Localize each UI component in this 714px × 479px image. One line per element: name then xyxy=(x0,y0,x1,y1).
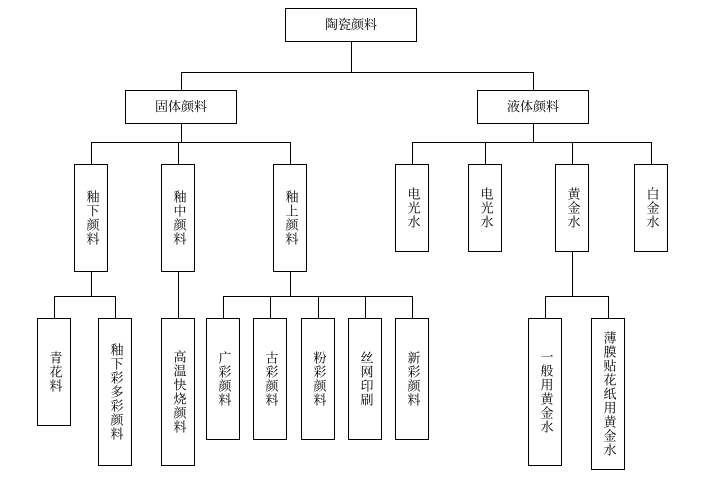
connector-solid-stem xyxy=(181,124,182,142)
node-guangcai-pigment[interactable] xyxy=(206,318,240,440)
node-fencai-pigment-label: 粉彩颜料 xyxy=(310,351,326,407)
node-root[interactable] xyxy=(285,8,417,42)
node-electric-light-water-1[interactable] xyxy=(395,164,429,252)
connector-liquid-to-dgs1 xyxy=(412,142,413,164)
connector-solid-to-inglaze xyxy=(178,142,179,164)
node-electric-light-water-1-label: 电光水 xyxy=(404,187,420,229)
connector-solid-to-underglaze xyxy=(91,142,92,164)
connector-root-stem xyxy=(351,42,352,72)
connector-onglaze-to-fencai xyxy=(318,296,319,318)
connector-solid-to-onglaze xyxy=(290,142,291,164)
node-silkscreen-printing[interactable] xyxy=(348,318,382,440)
node-underglaze-pigment-label: 釉下颜料 xyxy=(83,190,99,246)
connector-liquid-bus xyxy=(412,142,651,143)
node-electric-light-water-2[interactable] xyxy=(468,164,502,252)
node-fencai-pigment[interactable] xyxy=(301,318,335,440)
node-electric-light-water-2-label: 电光水 xyxy=(477,187,493,229)
node-inglaze-pigment[interactable] xyxy=(161,164,195,272)
node-onglaze-pigment-label: 釉上颜料 xyxy=(282,190,298,246)
node-platinum-water-label: 白金水 xyxy=(643,187,659,229)
node-qinghua-material[interactable] xyxy=(37,318,71,426)
connector-liquid-to-platinum xyxy=(651,142,652,164)
connector-liquid-to-dgs2 xyxy=(485,142,486,164)
node-underglaze-pigment[interactable] xyxy=(74,164,108,272)
node-general-gold-water[interactable] xyxy=(528,318,562,466)
node-gold-water-label: 黄金水 xyxy=(564,187,580,229)
connector-liquid-stem xyxy=(533,124,534,142)
connector-onglaze-to-gucai xyxy=(270,296,271,318)
connector-gold-bus xyxy=(545,296,608,297)
connector-onglaze-to-xincai xyxy=(412,296,413,318)
node-silkscreen-printing-label: 丝网印刷 xyxy=(357,351,373,407)
node-liquid-pigment-label: 液体颜料 xyxy=(506,99,559,115)
connector-onglaze-to-silkscreen xyxy=(365,296,366,318)
connector-root-to-liquid xyxy=(533,72,534,90)
node-film-decal-gold-water-label: 薄膜贴花纸用黄金水 xyxy=(600,331,616,457)
node-general-gold-water-label: 一般用黄金水 xyxy=(537,350,553,434)
connector-underglaze-stem xyxy=(91,272,92,296)
node-inglaze-pigment-label: 釉中颜料 xyxy=(170,190,186,246)
node-liquid-pigment[interactable] xyxy=(477,90,589,124)
connector-underglaze-to-multicolor xyxy=(115,296,116,318)
node-gold-water[interactable] xyxy=(555,164,589,252)
node-gucai-pigment[interactable] xyxy=(253,318,287,440)
node-underglaze-multicolor-pigment-label: 釉下彩多彩颜料 xyxy=(107,343,123,441)
node-xincai-pigment[interactable] xyxy=(395,318,429,440)
connector-solid-bus xyxy=(91,142,291,143)
connector-underglaze-to-qinghua xyxy=(54,296,55,318)
connector-gold-to-general xyxy=(545,296,546,318)
node-high-temp-fast-fire-pigment-label: 高温快烧颜料 xyxy=(170,350,186,434)
connector-onglaze-stem xyxy=(290,272,291,296)
node-film-decal-gold-water[interactable] xyxy=(591,318,625,470)
connector-onglaze-to-guangcai xyxy=(223,296,224,318)
connector-liquid-to-gold xyxy=(572,142,573,164)
connector-underglaze-bus xyxy=(54,296,115,297)
node-xincai-pigment-label: 新彩颜料 xyxy=(404,351,420,407)
node-high-temp-fast-fire-pigment[interactable] xyxy=(161,318,195,466)
node-underglaze-multicolor-pigment[interactable] xyxy=(98,318,132,466)
connector-gold-stem xyxy=(572,252,573,296)
node-solid-pigment-label: 固体颜料 xyxy=(154,99,207,115)
node-onglaze-pigment[interactable] xyxy=(273,164,307,272)
connector-gold-to-film-decal xyxy=(608,296,609,318)
node-qinghua-material-label: 青花料 xyxy=(46,351,62,393)
node-gucai-pigment-label: 古彩颜料 xyxy=(262,351,278,407)
connector-inglaze-stem xyxy=(178,272,179,318)
connector-root-bus xyxy=(181,72,533,73)
node-platinum-water[interactable] xyxy=(634,164,668,252)
node-root-label: 陶瓷颜料 xyxy=(324,17,377,33)
connector-root-to-solid xyxy=(181,72,182,90)
node-guangcai-pigment-label: 广彩颜料 xyxy=(215,351,231,407)
node-solid-pigment[interactable] xyxy=(125,90,237,124)
